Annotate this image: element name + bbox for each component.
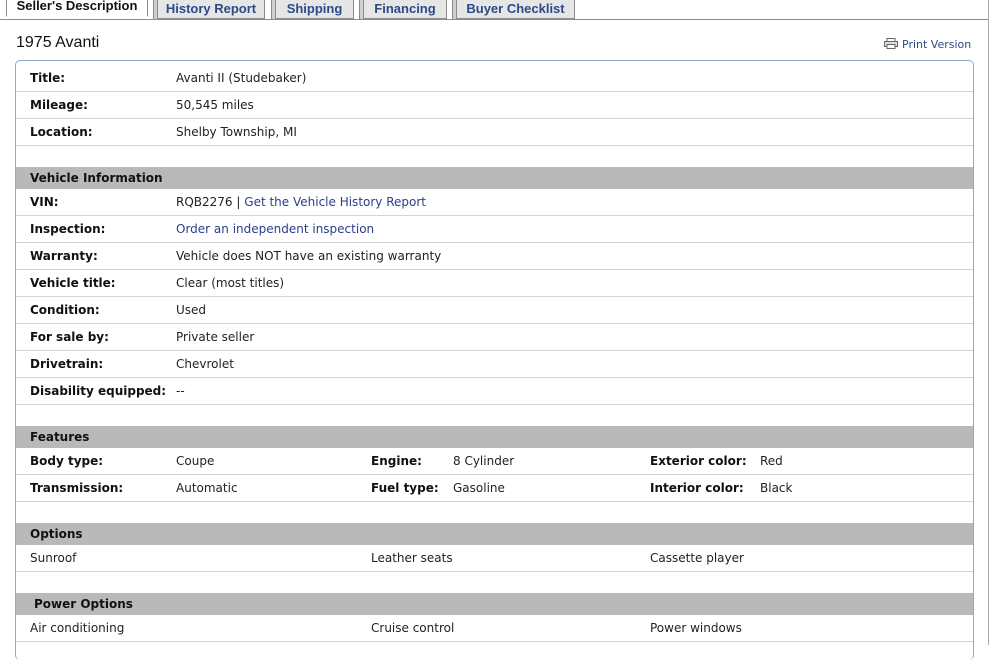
tab-bar [0,0,988,20]
summary-row-location [16,119,973,146]
mileage-value: 50,545 miles [176,98,254,112]
body-type-label: Body type: [30,454,104,468]
fuel-type-label: Fuel type: [371,481,439,495]
options-row [16,545,973,572]
vehicle-information-header [16,167,973,189]
tab-sellers-description[interactable]: Seller's Description [6,0,148,17]
transmission-label: Transmission: [30,481,124,495]
transmission-value: Automatic [176,481,238,495]
features-header [16,426,973,448]
for-sale-by-value: Private seller [176,330,255,344]
features-row [16,448,973,475]
location-label: Location: [30,125,93,139]
exterior-color-label: Exterior color: [650,454,747,468]
features-heading: Features [30,430,90,444]
power-options-row [16,615,973,642]
for-sale-by-label: For sale by: [30,330,109,344]
mileage-label: Mileage: [30,98,88,112]
drivetrain-value: Chevrolet [176,357,234,371]
print-version-label: Print Version [902,38,972,51]
option-item: Leather seats [371,551,453,565]
summary-row-mileage [16,92,973,119]
tab-shipping[interactable]: Shipping [275,0,354,19]
exterior-color-value: Red [760,454,783,468]
condition-value: Used [176,303,207,317]
tab-financing[interactable]: Financing [363,0,447,19]
vehicle-title-row [16,270,973,297]
option-item: Cassette player [650,551,744,565]
vehicle-history-report-link[interactable]: Get the Vehicle History Report [244,195,426,209]
tab-buyer-checklist[interactable]: Buyer Checklist [456,0,575,19]
order-inspection-link[interactable]: Order an independent inspection [176,222,375,236]
engine-label: Engine: [371,454,422,468]
print-version-link[interactable] [884,38,971,51]
options-header [16,523,973,545]
engine-value: 8 Cylinder [453,454,515,468]
disability-equipped-value: -- [176,384,185,398]
vin-label: VIN: [30,195,59,209]
title-label: Title: [30,71,66,85]
inspection-row [16,216,973,243]
disability-equipped-label: Disability equipped: [30,384,167,398]
options-heading: Options [30,527,83,541]
tab-history-report[interactable]: History Report [157,0,265,19]
drivetrain-row [16,351,973,378]
vehicle-information-heading: Vehicle Information [30,171,163,185]
body-type-value: Coupe [176,454,215,468]
summary-row-title [16,65,973,92]
fuel-type-value: Gasoline [453,481,505,495]
features-row [16,475,973,502]
power-options-heading: Power Options [34,597,133,611]
tab-baseline [0,19,988,20]
power-option-item: Cruise control [371,621,455,635]
printer-icon [884,38,902,51]
power-option-item: Air conditioning [30,621,125,635]
for-sale-by-row [16,324,973,351]
right-divider [988,0,989,645]
interior-color-value: Black [760,481,793,495]
location-value: Shelby Township, MI [176,125,297,139]
condition-row [16,297,973,324]
title-value: Avanti II (Studebaker) [176,71,307,85]
vin-value-group [176,195,426,209]
vin-separator: | [236,195,241,209]
page-title: 1975 Avanti [16,34,100,51]
vin-value: RQB2276 [176,195,233,209]
option-item: Sunroof [30,551,77,565]
warranty-row [16,243,973,270]
power-options-header [16,593,973,615]
vehicle-title-value: Clear (most titles) [176,276,285,290]
vin-row [16,189,973,216]
disability-equipped-row [16,378,973,405]
vehicle-title-label: Vehicle title: [30,276,116,290]
drivetrain-label: Drivetrain: [30,357,104,371]
warranty-label: Warranty: [30,249,98,263]
inspection-label: Inspection: [30,222,106,236]
power-option-item: Power windows [650,621,742,635]
condition-label: Condition: [30,303,100,317]
warranty-value: Vehicle does NOT have an existing warranty [176,249,442,263]
interior-color-label: Interior color: [650,481,744,495]
